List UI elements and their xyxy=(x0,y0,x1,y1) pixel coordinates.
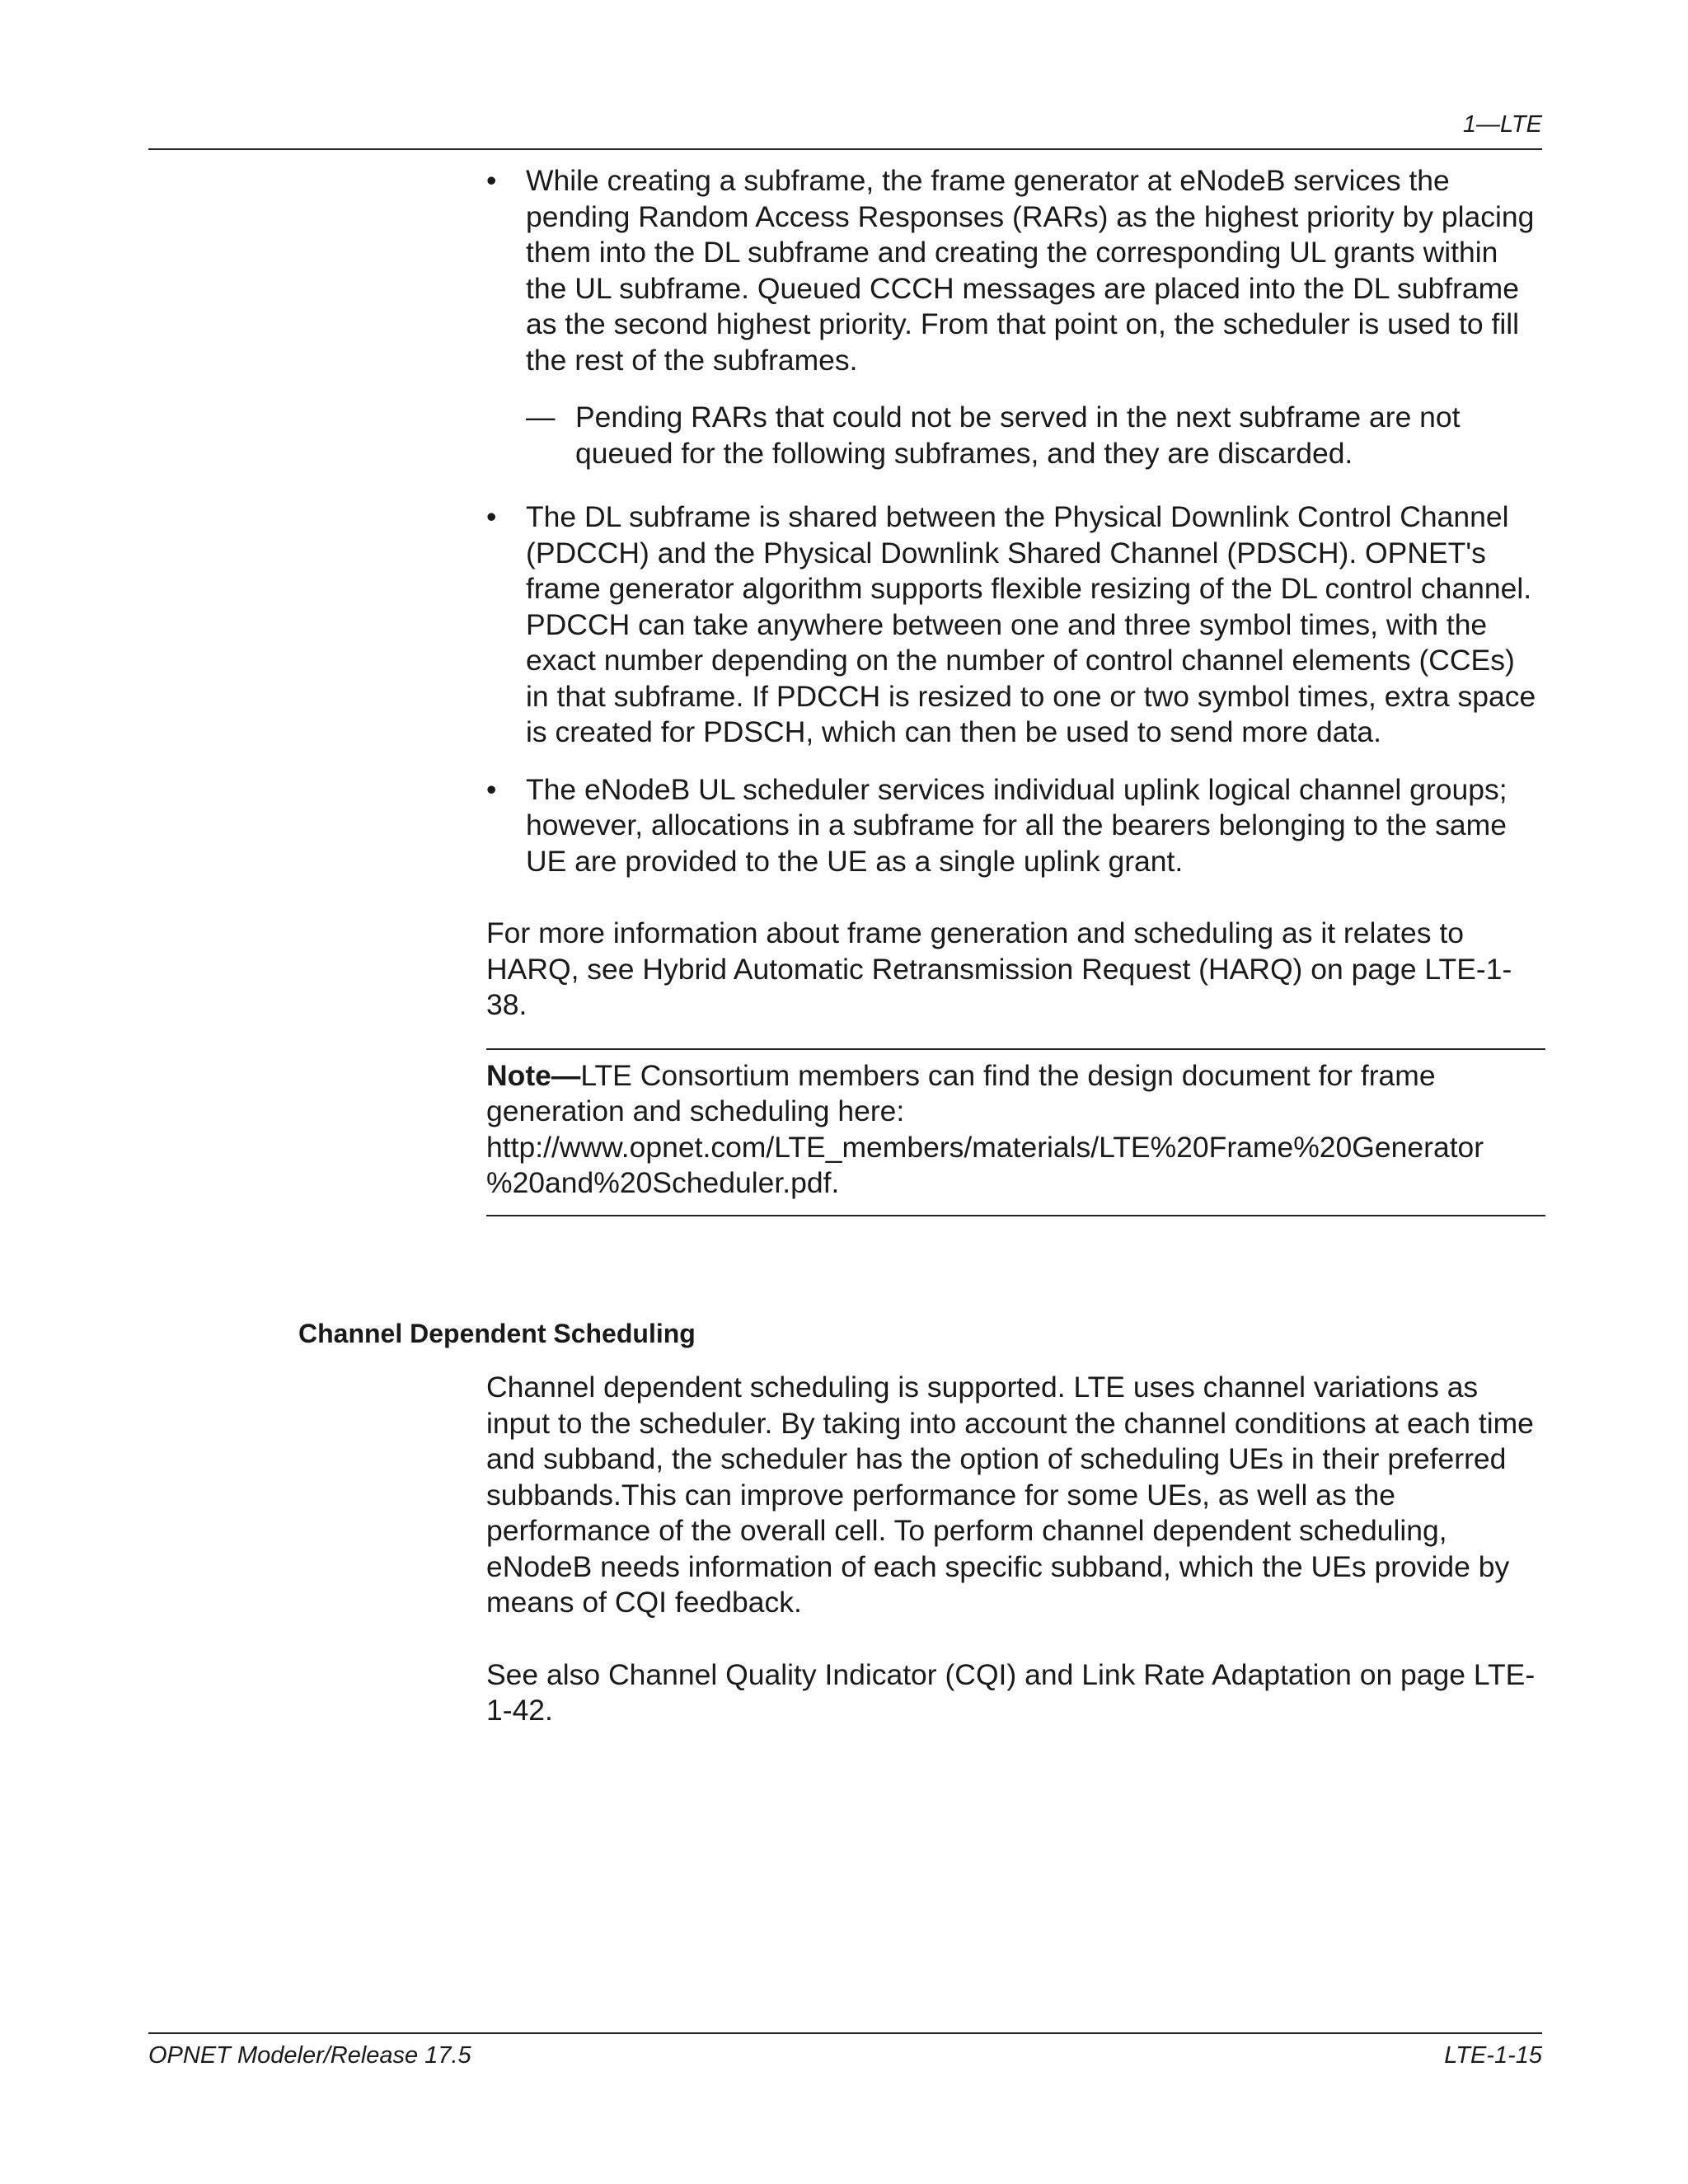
note-box xyxy=(486,1048,1545,1216)
footer-product-label: OPNET Modeler/Release 17.5 xyxy=(148,2042,471,2069)
sub-item-text: Pending RARs that could not be served in the next subframe are not queued for the following subframes, and they are discarded. xyxy=(575,401,1461,470)
note-paragraph xyxy=(486,1058,1545,1202)
section-body-paragraph: Channel dependent scheduling is supported. LTE uses channel variations as input to the scheduler. By taking into account the channel conditions at each time and subband, the scheduler has the option of scheduling UEs in their preferred subbands.This can improve performance for some UEs, as well as the performance of the overall cell. To perform channel dependent scheduling, eNodeB needs information of each specific subband, which the UEs provide by means of CQI feedback. xyxy=(486,1371,1534,1619)
header-section-label: 1—LTE xyxy=(1462,111,1542,138)
bullet-item-pdcch xyxy=(486,499,1545,751)
section-heading: Channel Dependent Scheduling xyxy=(298,1319,696,1348)
bullet-marker: • xyxy=(486,500,497,533)
footer-page-number: LTE-1-15 xyxy=(1444,2042,1542,2069)
bullet-list xyxy=(486,163,1545,879)
more-info-paragraph: For more information about frame generation and scheduling as it relates to HARQ, see Hybrid Automatic Retransmission Request (HARQ) on page LTE-1-38. xyxy=(486,916,1512,1021)
note-text: LTE Consortium members can find the design document for frame generation and scheduling here: xyxy=(486,1058,1436,1127)
note-url-line-1[interactable]: http://www.opnet.com/LTE_members/materials/LTE%20Frame%20Generator xyxy=(486,1130,1484,1164)
note-label: Note— xyxy=(486,1058,581,1092)
bullet-text: The eNodeB UL scheduler services individual uplink logical channel groups; however, allocations in a subframe for all the bearers belonging to the same UE are provided to the UE as a single uplink grant. xyxy=(526,772,1507,878)
main-content xyxy=(486,163,1545,1216)
note-url-line-2[interactable]: %20and%20Scheduler.pdf. xyxy=(486,1166,840,1199)
page-footer xyxy=(148,2032,1542,2069)
see-also-paragraph: See also Channel Quality Indicator (CQI) and Link Rate Adaptation on page LTE-1-42. xyxy=(486,1657,1536,1727)
bullet-marker: • xyxy=(486,164,497,197)
dash-marker: — xyxy=(526,401,556,434)
page-header xyxy=(148,110,1542,150)
bullet-item-rar xyxy=(486,163,1545,378)
bullet-marker: • xyxy=(486,772,497,806)
bullet-item-ul-scheduler xyxy=(486,772,1545,880)
bullet-text: While creating a subframe, the frame generator at eNodeB services the pending Random Access Responses (RARs) as the highest priority by placing them into the DL subframe and creating the corresponding UL grants within the UL subframe. Queued CCCH messages are placed into the DL subframe as the second highest priority. From that point on, the scheduler is used to fill the rest of the subframes. xyxy=(526,164,1535,377)
sub-item-rar-discard xyxy=(486,400,1545,471)
section-content xyxy=(486,1370,1545,1729)
bullet-text: The DL subframe is shared between the Physical Downlink Control Channel (PDCCH) and the Physical Downlink Shared Channel (PDSCH). OPNET's frame generator algorithm supports flexible resizing of the DL control channel. PDCCH can take anywhere between one and three symbol times, with the exact number depending on the number of control channel elements (CCEs) in that subframe. If PDCCH is resized to one or two symbol times, extra space is created for PDSCH, which can then be used to send more data. xyxy=(526,500,1536,748)
